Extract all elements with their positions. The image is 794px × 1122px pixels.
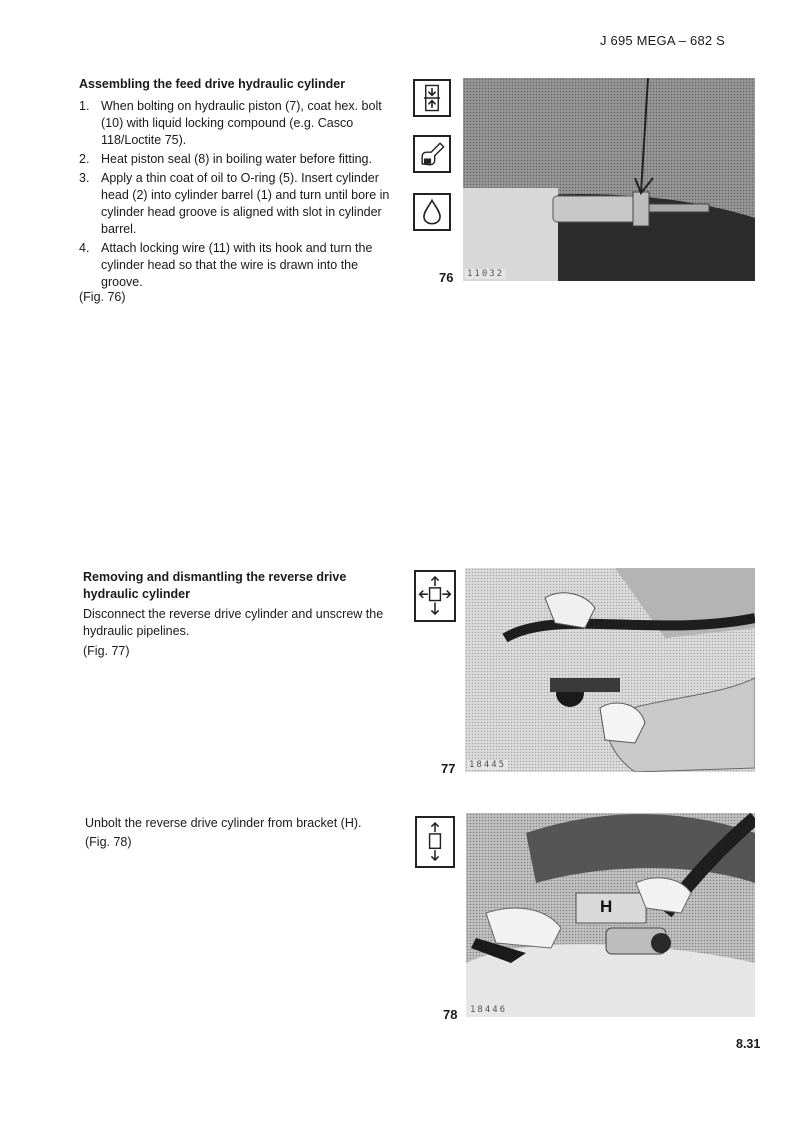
step-text: Attach locking wire (11) with its hook and turn the cylinder head so that the wire is drawn into the groove. [101,241,373,289]
fig77-photo-code: 18445 [469,760,507,770]
step-text: When bolting on hydraulic piston (7), coat hex. bolt (10) with liquid locking compound (e.g. Casco 118/Loctite 75). [101,99,382,147]
section1-title: Assembling the feed drive hydraulic cylinder [79,77,346,91]
step-number: 2. [79,152,90,166]
step-text: Heat piston seal (8) in boiling water before fitting. [101,152,372,166]
section1-steps [79,98,397,293]
step-text: Apply a thin coat of oil to O-ring (5). Insert cylinder head (2) into cylinder barrel (1) and turn until bore in cylinder head groove is aligned with slot in cylinder barrel. [101,171,390,236]
fig78-number: 78 [443,1007,458,1022]
oil-drop-icon [413,193,451,231]
document-header: J 695 MEGA – 682 S [600,33,726,48]
fig78-photo [466,813,755,1017]
fig76-photo-code: 11032 [467,269,505,279]
step-number: 1. [79,99,90,113]
section2-title-line1: Removing and dismantling the reverse drive [83,570,347,584]
step-item [79,151,397,168]
fig76-reference: (Fig. 76) [79,290,126,304]
section2-text: Disconnect the reverse drive cylinder and unscrew the hydraulic pipelines. [83,607,384,638]
section2-title-line2: hydraulic cylinder [83,587,190,601]
fig77-photo [465,568,755,772]
step-number: 4. [79,241,90,255]
fig77-number: 77 [441,761,456,776]
step-item [79,98,397,149]
fig78-photo-code: 18446 [470,1005,508,1015]
section2-title [83,569,403,603]
disassemble-icon [414,570,456,622]
step-item [79,240,397,291]
page-number: 8.31 [736,1037,761,1051]
locking-compound-icon [413,135,451,173]
fig78-reference: (Fig. 78) [85,835,132,849]
remove-icon [415,816,455,868]
section3-text: Unbolt the reverse drive cylinder from bracket (H). [85,816,362,830]
step-item [79,170,397,238]
step-number: 3. [79,171,90,185]
press-fit-icon [413,79,451,117]
fig76-number: 76 [439,270,454,285]
fig76-photo [463,78,755,281]
fig77-reference: (Fig. 77) [83,644,130,658]
bracket-h-label: H [600,897,613,916]
